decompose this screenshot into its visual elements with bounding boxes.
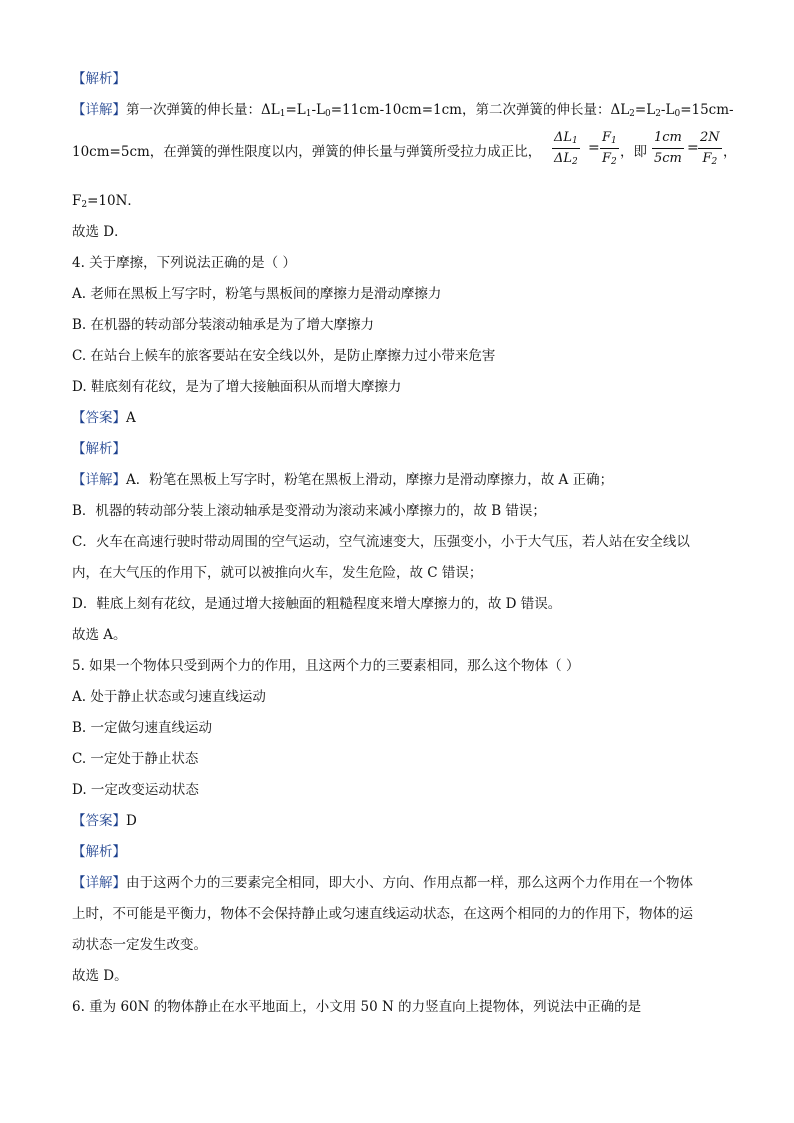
q3-detail-line3: $F_2=10N$． — [72, 193, 141, 210]
q3-detail-line1: 【详解】第一次弹簧的伸长量：$\Delta L_1=L_1-L_0=11cm-10cm=1cm$，第二次弹簧的伸长量：$\Delta L_2=L_2-L_0=15cm-$ — [72, 102, 734, 119]
q4-option-c: C. 在站台上候车的旅客要站在安全线以外，是防止摩擦力过小带来危害 — [72, 348, 496, 364]
q4-detail-3: C．火车在高速行驶时带动周围的空气运动，空气流速变大，压强变小，小于大气压，若人站在安全线以 — [72, 534, 690, 550]
q4-detail-4: 内，在大气压的作用下，就可以被推向火车，发生危险，故 C 错误； — [72, 565, 483, 581]
q4-option-b: B. 在机器的转动部分装滚动轴承是为了增大摩擦力 — [72, 317, 375, 333]
q4-detail-1: 【详解】A．粉笔在黑板上写字时，粉笔在黑板上滑动，摩擦力是滑动摩擦力，故 A 正确； — [72, 472, 614, 488]
q3-detail-line2: 10cm=5cm，在弹簧的弹性限度以内，弹簧的伸长量与弹簧所受拉力成正比， $\Delta L_1$ $\Delta L_2$ = $F_1$ $F_2$ ，即 1cm 5cm = 2N $F_2$ ， — [72, 130, 737, 167]
analysis-heading: 【解析】 — [72, 71, 126, 87]
q4-title: 4. 关于摩擦，下列说法正确的是（ ） — [72, 255, 296, 271]
q5-option-a: A. 处于静止状态或匀速直线运动 — [72, 689, 266, 705]
q5-option-b: B. 一定做匀速直线运动 — [72, 720, 213, 736]
fraction-cm: 1cm 5cm — [654, 130, 682, 166]
q5-detail-2: 上时，不可能是平衡力，物体不会保持静止或匀速直线运动状态，在这两个相同的力的作用下，物体的运 — [72, 906, 693, 922]
q5-option-c: C. 一定处于静止状态 — [72, 751, 199, 767]
q5-detail-1: 【详解】由于这两个力的三要素完全相同，即大小、方向、作用点都一样，那么这两个力作用在一个物体 — [72, 875, 693, 891]
q5-option-d: D. 一定改变运动状态 — [72, 782, 199, 798]
fraction-n: 2N $F_2$ — [700, 130, 720, 167]
q5-detail-3: 动状态一定发生改变。 — [72, 937, 207, 953]
q6-title: 6. 重为 60N 的物体静止在水平地面上，小文用 50 N 的力竖直向上提物体，列说法中正确的是 — [72, 999, 642, 1015]
q3-choice: 故选 D． — [72, 224, 128, 240]
q4-option-d: D. 鞋底刻有花纹，是为了增大接触面积从而增大摩擦力 — [72, 379, 402, 395]
q4-option-a: A. 老师在黑板上写字时，粉笔与黑板间的摩擦力是滑动摩擦力 — [72, 286, 442, 302]
q5-analysis-heading: 【解析】 — [72, 844, 126, 860]
q5-choice: 故选 D。 — [72, 968, 128, 984]
q4-choice: 故选 A。 — [72, 627, 127, 643]
q4-analysis-heading: 【解析】 — [72, 441, 126, 457]
fraction-dl: $\Delta L_1$ $\Delta L_2$ — [554, 130, 578, 167]
document-page — [72, 64, 737, 1023]
q4-detail-2: B．机器的转动部分装上滚动轴承是变滑动为滚动来减小摩擦力的，故 B 错误； — [72, 503, 546, 519]
fraction-f: $F_1$ $F_2$ — [602, 130, 617, 167]
q5-title: 5. 如果一个物体只受到两个力的作用，且这两个力的三要素相同，那么这个物体（ ） — [72, 658, 580, 674]
q5-answer: 【答案】D — [72, 813, 137, 829]
q4-detail-5: D．鞋底上刻有花纹，是通过增大接触面的粗糙程度来增大摩擦力的，故 D 错误。 — [72, 596, 562, 612]
q4-answer: 【答案】A — [72, 410, 136, 426]
